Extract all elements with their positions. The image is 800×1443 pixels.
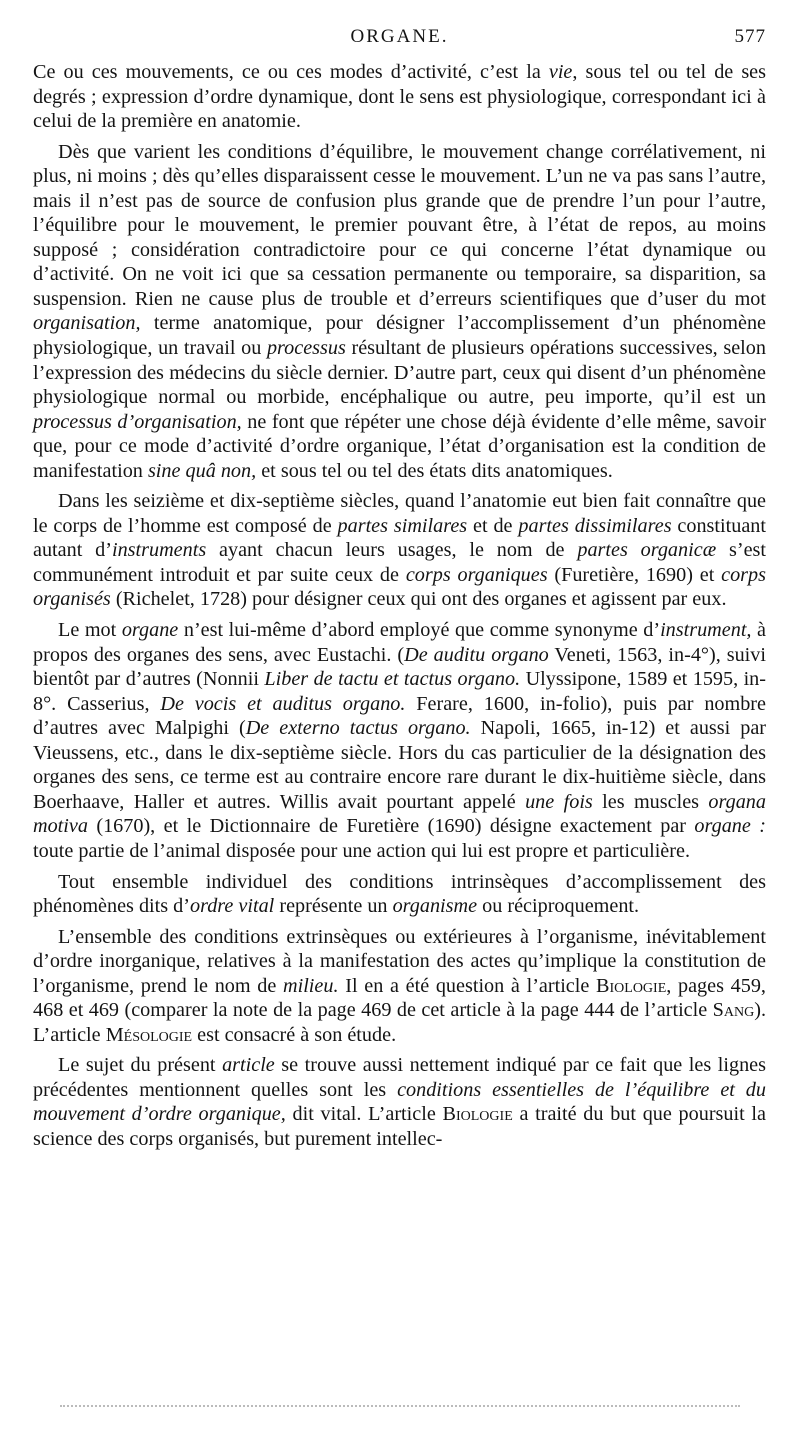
text-run: se trouve aussi nettement indiqué par ce fait que les lignes précédentes mentionnent quelles sont les xyxy=(33,1054,766,1101)
italic-run: organe : xyxy=(694,815,766,838)
text-run: toute partie de l’animal disposée pour une action qui lui est propre et particulière. xyxy=(33,839,690,862)
paragraph xyxy=(33,618,766,863)
text-run: L’ensemble des conditions extrinsèques ou extérieures à l’organisme, inévitablement d’ordre inorganique, relatives à la manifestation des actes qu’implique la constitution de l’organisme, prend le nom de xyxy=(33,925,766,997)
paragraph xyxy=(33,925,766,1048)
text-run: ). L’article xyxy=(33,999,766,1046)
italic-run: De vocis et auditus organo. xyxy=(160,692,406,715)
paragraph xyxy=(33,140,766,484)
italic-run: partes similares xyxy=(337,514,468,537)
italic-run: partes organicæ xyxy=(577,539,717,562)
italic-run: une fois xyxy=(525,790,593,813)
book-page xyxy=(33,26,766,1158)
small-caps-run: Mésologie xyxy=(105,1023,193,1046)
italic-run: vie xyxy=(548,61,573,83)
small-caps-run: Biologie xyxy=(596,974,667,997)
italic-run: partes dissimilares xyxy=(518,514,672,537)
article-body xyxy=(33,60,766,1152)
text-run: constituant autant d’ xyxy=(33,514,766,562)
text-run: s’est communément introduit et par suite ceux de xyxy=(33,539,767,586)
text-run: (1670), et le Dictionnaire de Furetière (1690) désigne exactement par xyxy=(87,815,695,838)
bottom-page-artifact xyxy=(60,1405,740,1407)
text-run: ne font que répéter une chose déjà évidente d’elle même, savoir que, pour ce mode d’activité d’ordre organique, l’état d’organisation est la condition de manifestation xyxy=(33,410,767,482)
italic-run: organa motiva xyxy=(33,790,766,838)
paragraph xyxy=(33,489,766,612)
italic-run: organisme xyxy=(392,895,478,918)
italic-run: conditions essentielles de l’équilibre et du mouvement d’ordre organique, xyxy=(33,1078,766,1126)
italic-run: Liber de tactu et tactus organo. xyxy=(264,668,521,691)
small-caps-run: Biologie xyxy=(442,1103,513,1126)
text-run: Il en a été question à l’article xyxy=(338,974,597,997)
italic-run: milieu. xyxy=(283,974,339,997)
small-caps-run: Sang xyxy=(712,999,755,1022)
italic-run: organisation, xyxy=(33,312,141,335)
text-run: Veneti, 1563, in-4°), suivi bientôt par d’autres (Nonnii xyxy=(33,643,766,691)
text-run: dit vital. L’article xyxy=(285,1103,443,1126)
text-run: n’est lui-même d’abord employé que comme synonyme d’ xyxy=(178,619,661,642)
italic-run: corps organisés xyxy=(33,563,766,611)
text-run: , sous tel ou tel de ses degrés ; expression d’ordre dynamique, dont le sens est physiologique, correspondant ici à celui de la première en anatomie. xyxy=(33,61,766,133)
text-run: , pages 459, 468 et 469 (comparer la note de la page 469 de cet article à la page 444 de l’article xyxy=(33,974,766,1022)
text-run: Le sujet du présent xyxy=(58,1054,223,1077)
text-run: Dans les seizième et dix-septième siècles, quand l’anatomie eut bien fait connaître que le corps de l’homme est composé de xyxy=(33,490,766,537)
running-header xyxy=(33,26,766,60)
italic-run: ordre vital xyxy=(190,895,275,918)
italic-run: sine quâ non, xyxy=(147,459,257,482)
text-run: et sous tel ou tel des états dits anatomiques. xyxy=(256,459,613,482)
italic-run: organe xyxy=(121,619,179,642)
italic-run: processus xyxy=(266,337,346,360)
text-run: (Furetière, 1690) et xyxy=(547,563,722,586)
paragraph xyxy=(33,60,766,134)
text-run: représente un xyxy=(274,895,393,918)
text-run: ou réciproquement. xyxy=(477,895,640,918)
italic-run: article xyxy=(222,1054,275,1077)
text-run: Le mot xyxy=(58,619,122,642)
italic-run: De externo tactus organo. xyxy=(245,717,471,740)
text-run: résultant de plusieurs opérations successives, selon l’expression des médecins du siècle dernier. D’autre part, ceux qui disent d’un phénomène physiologique normal ou morbide, encéphalique ou autre, peu importe, qu’il est un xyxy=(33,337,766,409)
text-run: Tout ensemble individuel des conditions intrinsèques d’accomplissement des phénomènes dits d’ xyxy=(33,870,766,918)
paragraph xyxy=(33,870,766,919)
italic-run: corps organiques xyxy=(405,563,548,586)
italic-run: instrument, xyxy=(660,619,752,642)
text-run: Ulyssipone, 1589 et 1595, in-8°. Casserius, xyxy=(33,668,767,715)
italic-run: De auditu organo xyxy=(404,643,549,666)
italic-run: instruments xyxy=(111,539,207,562)
text-run: a traité du but que poursuit la science des corps organisés, but purement intellec- xyxy=(33,1103,766,1150)
text-run: Dès que varient les conditions d’équilibre, le mouvement change corrélativement, ni plus, ni moins ; dès qu’elles disparaissent cesse le mouvement. L’un ne va pas sans l’autre, mais il n’est pas de source de confusion plus grande que de prendre l’un pour l’autre, l’équilibre pour le mouvement, le premier pouvant être, à l’état de repos, au moins supposé ; considération contradictoire pour ce qui concerne l’état dynamique ou d’activité. On ne voit ici que sa cessation permanente ou temporaire, sa disparition, sa suspension. Rien ne cause plus de trouble et d’erreurs scientifiques que d’user du mot xyxy=(33,140,766,310)
text-run: terme anatomique, pour désigner l’accomplissement d’un phénomène physiologique, un travail ou xyxy=(33,312,766,360)
text-run: Napoli, 1665, in-12) et aussi par Vieussens, etc., dans le dix-septième siècle. Hors du cas particulier de la désignation des organes des sens, ce terme est au contraire encore rare durant le dix-huitième siècle, dans Boerhaave, Haller et autres. Willis avait pourtant appelé xyxy=(33,717,766,813)
paragraph xyxy=(33,1053,766,1151)
page-number: 577 xyxy=(734,26,766,47)
text-run: les muscles xyxy=(592,790,709,813)
running-title: ORGANE. xyxy=(350,26,449,47)
text-run: et de xyxy=(467,514,519,537)
text-run: à propos des organes des sens, avec Eustachi. ( xyxy=(33,619,766,666)
text-run: Ferare, 1600, in-folio), puis par nombre d’autres avec Malpighi ( xyxy=(33,692,766,740)
text-run: ayant chacun leurs usages, le nom de xyxy=(206,539,578,562)
text-run: (Richelet, 1728) pour désigner ceux qui ont des organes et agissent par eux. xyxy=(110,588,727,611)
italic-run: processus d’organisation, xyxy=(33,410,242,433)
text-run: Ce ou ces mouvements, ce ou ces modes d’activité, c’est la xyxy=(33,61,549,83)
text-run: est consacré à son étude. xyxy=(192,1023,397,1046)
